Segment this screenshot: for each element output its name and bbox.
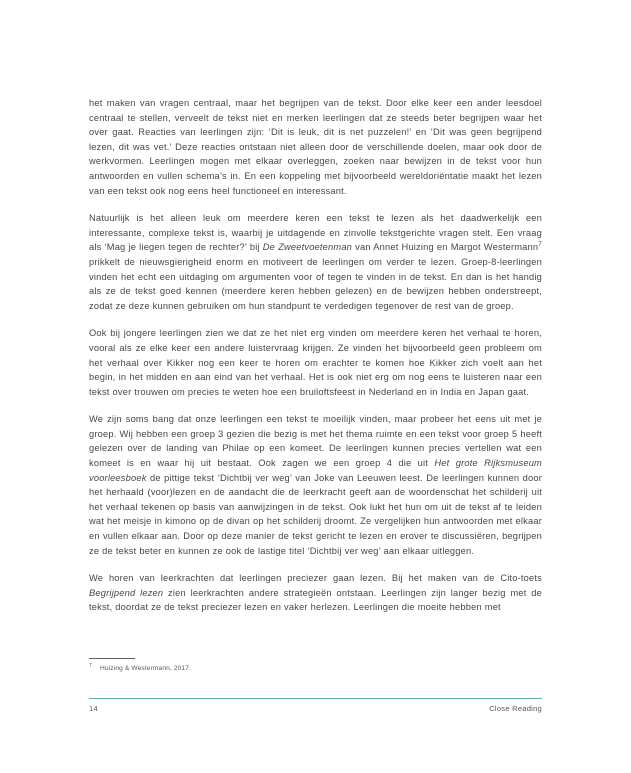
text-run: Ook bij jongere leerlingen zien we dat ze het niet erg vinden om meerdere keren het verhaal te horen, vooral als ze elke keer een andere luistervraag krijgen. Ze vinden het bijvoorbeeld geen probleem om het verhaal over Kikker nog een keer te horen om erachter te komen hoe Kikker zich voelt aan het begin, in het midden en aan eind van het verhaal. Het is ook niet erg om nog eens te luisteren naar een tekst over trouwen om precies te weten hoe een bruiloftsfeest in Nederland en in India en Japan gaat. <box>89 328 542 397</box>
italic-title: De Zweetvoetenman <box>262 242 353 253</box>
italic-title: Het grote Rijksmuseum voorleesboek <box>89 458 542 483</box>
footnote-item: 7 Huizing & Westermann, 2017. <box>89 662 192 672</box>
footnote-separator-rule <box>89 658 135 659</box>
page-number: 14 <box>89 704 98 714</box>
footnote-text: Huizing & Westermann, 2017. <box>100 665 192 672</box>
paragraph-5 <box>89 571 542 615</box>
text-run: de pittige tekst ‘Dichtbij ver weg’ van Joke van Leeuwen leest. De leerlingen kunnen door het herhaald (voor)lezen en de aandacht die de leerkracht geeft aan de woordenschat het schilderij uit het verhaal tekenen op basis van aanwijzingen in de tekst. Ook lukt het hun om uit de tekst af te leiden wat het meisje in kimono op de divan op het schilderij droomt. Ze vergelijken hun antwoorden met elkaar en vullen elkaar aan. Door op deze manier de tekst gericht te lezen en erover te discussiëren, begrijpen ze de tekst beter en kunnen ze ook de lastige titel ‘Dichtbij ver weg’ aan elkaar uitleggen. <box>89 472 542 556</box>
paragraph-2 <box>89 211 542 313</box>
footer-rule <box>89 698 542 699</box>
text-run: Natuurlijk is het alleen leuk om meerdere keren een tekst te lezen als het daadwerkelijk een interessante, complexe tekst is, waarbij je uitdagende en zinvolle tekstgerichte vragen stelt. Een vraag als ‘Mag je liegen tegen de rechter?’ bij <box>89 213 542 253</box>
paragraph-4 <box>89 412 542 558</box>
paragraph-3 <box>89 326 542 399</box>
page-body-text <box>89 96 542 615</box>
footnote-reference[interactable]: 7 <box>538 241 542 249</box>
paragraph-1 <box>89 96 542 198</box>
text-run: van Annet Huizing en Margot Westermann <box>352 242 539 253</box>
footer-row <box>89 704 542 713</box>
text-run: zien leerkrachten andere strategieën ontstaan. Leerlingen zijn langer bezig met de tekst, doordat ze de tekst preciezer lezen en vaker herlezen. Leerlingen die moeite hebben met <box>89 587 543 613</box>
text-run: het maken van vragen centraal, maar het begrijpen van de tekst. Door elke keer een ander leesdoel centraal te stellen, verveelt de tekst niet en merken leerlingen dat ze steeds beter begrijpen waar het over gaat. Reacties van leerlingen zijn: ‘Dit is leuk, dit is net puzzelen!’ en ‘Dit was geen begrijpend lezen, dit was vet.’ Deze reacties ontstaan niet alleen door de verschillende doelen, maar ook door de werkvormen. Leerlingen mogen met elkaar overleggen, zoeken naar bewijzen in de tekst voor hun antwoorden en vullen schema’s in. En een koppeling met bijvoorbeeld wereldoriëntatie maakt het lezen van een tekst ook nog eens heel functioneel en interessant. <box>89 98 542 196</box>
footnote-area <box>89 658 542 674</box>
page-footer <box>89 698 542 713</box>
text-run: We horen van leerkrachten dat leerlingen preciezer gaan lezen. Bij het maken van de Cito-toets <box>89 573 542 584</box>
text-run: prikkelt de nieuwsgierigheid enorm en motiveert de leerlingen om verder te lezen. Groep-8-leerlingen vinden het echt een uitdaging om argumenten voor of tegen te vinden in de tekst. En dan is het handig als ze de tekst goed kennen (meerdere keren hebben gelezen) en de bewijzen hebben onderstreept, zodat ze deze kunnen gebruiken om hun standpunt te verdedigen tegenover de rest van de groep. <box>89 256 542 311</box>
text-run: We zijn soms bang dat onze leerlingen een tekst te moeilijk vinden, maar probeer het eens uit met je groep. Wij hebben een groep 3 gezien die bezig is met het thema ruimte en een tekst voor groep 5 heeft gelezen over de landing van Philae op een komeet. De leerlingen kunnen precies vertellen wat een komeet is en waar hij uit bestaat. Ook zagen we een groep 4 die uit <box>89 414 542 469</box>
italic-title: Begrijpend lezen <box>89 587 164 598</box>
section-title: Close Reading <box>489 704 542 714</box>
